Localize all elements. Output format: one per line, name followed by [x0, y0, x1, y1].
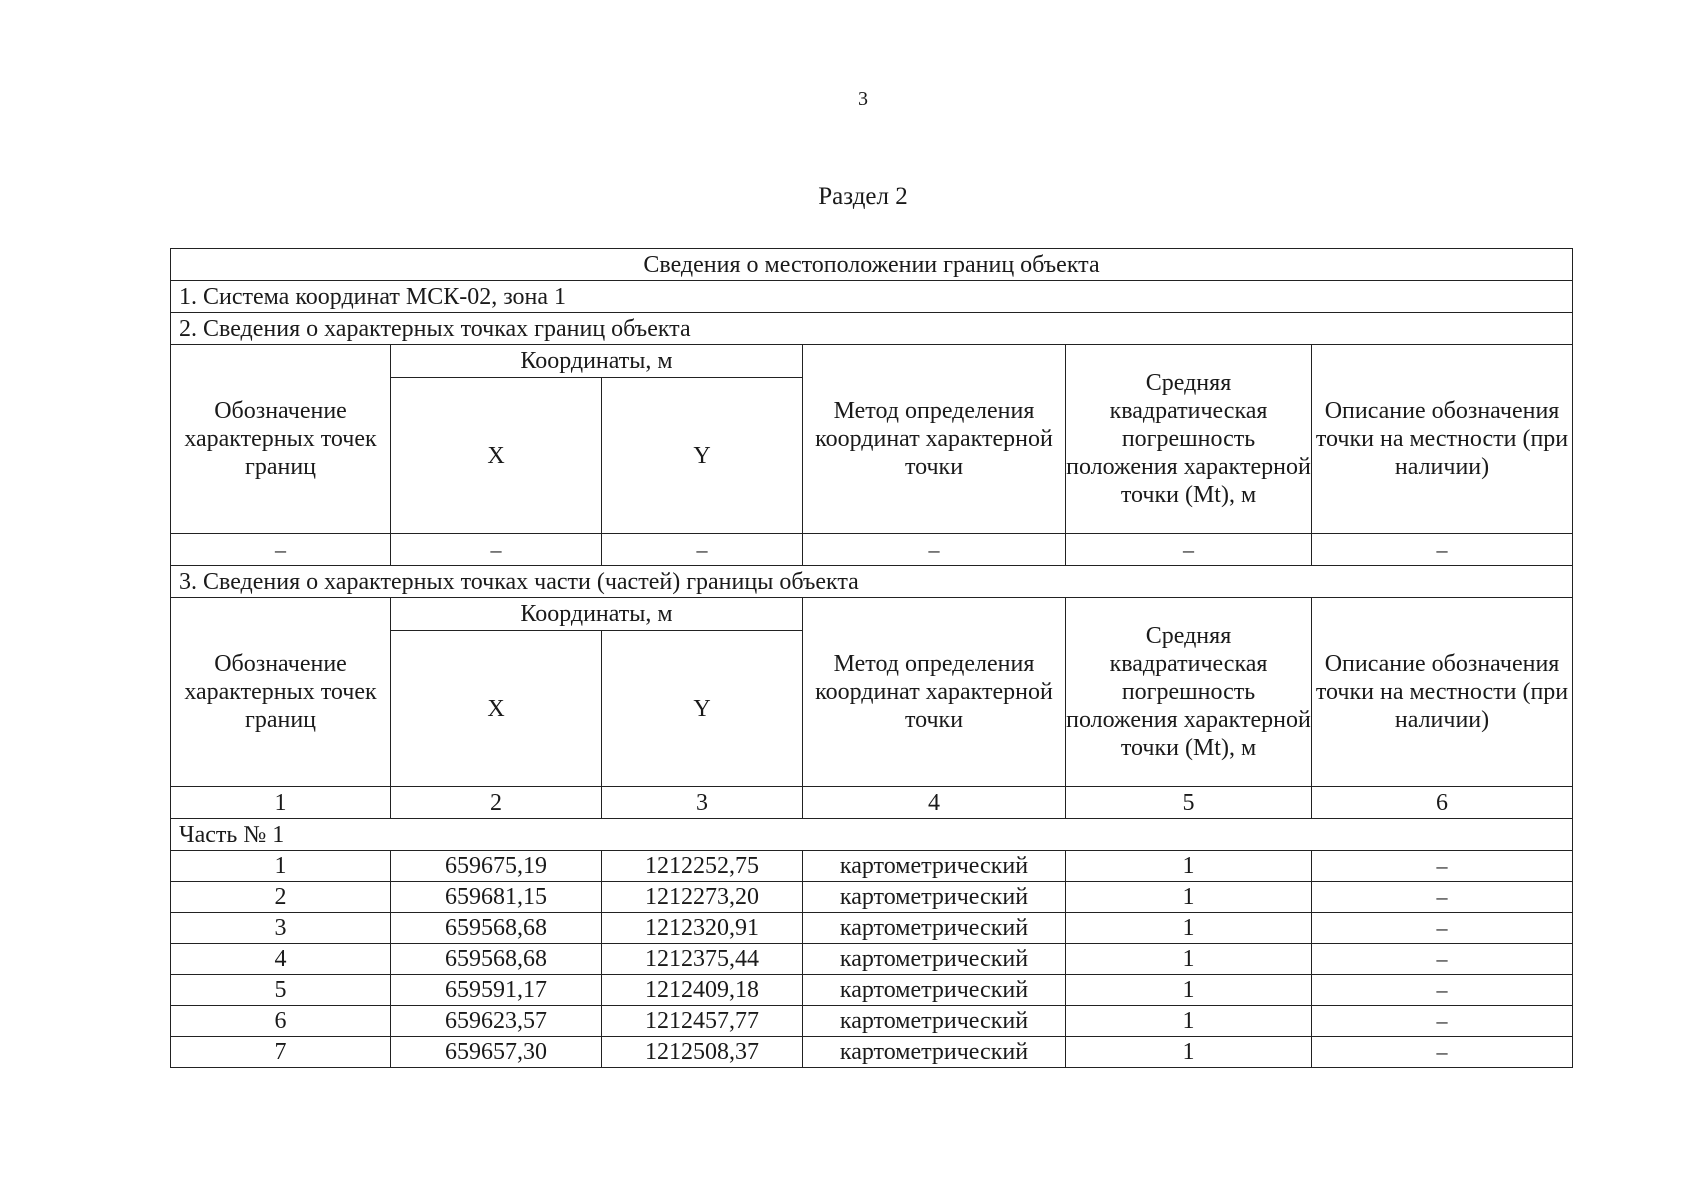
accuracy: 1 [1066, 944, 1312, 975]
header-designation: Обозначение характерных точек границ [171, 598, 391, 787]
coord-x: 659675,19 [391, 851, 602, 882]
empty-cell: – [1312, 534, 1573, 566]
table-row [171, 851, 1573, 882]
column-number: 6 [1312, 787, 1573, 819]
header-accuracy: Средняя квадратическая погрешность положения характерной точки (Mt), м [1066, 598, 1312, 787]
header-coordinates: Координаты, м [391, 345, 803, 378]
boundary-table [170, 248, 1573, 1068]
coord-x: 659568,68 [391, 913, 602, 944]
header-accuracy: Средняя квадратическая погрешность положения характерной точки (Mt), м [1066, 345, 1312, 534]
empty-cell: – [391, 534, 602, 566]
coord-x: 659681,15 [391, 882, 602, 913]
accuracy: 1 [1066, 882, 1312, 913]
accuracy: 1 [1066, 1006, 1312, 1037]
coord-x: 659568,68 [391, 944, 602, 975]
coord-y: 1212375,44 [602, 944, 803, 975]
empty-cell: – [602, 534, 803, 566]
point-number: 7 [171, 1037, 391, 1068]
table-row [171, 882, 1573, 913]
point-number: 3 [171, 913, 391, 944]
point-number: 5 [171, 975, 391, 1006]
data-rows [171, 851, 1573, 1068]
header-designation: Обозначение характерных точек границ [171, 345, 391, 534]
coord-y: 1212508,37 [602, 1037, 803, 1068]
point-number: 1 [171, 851, 391, 882]
section2-title: 2. Сведения о характерных точках границ объекта [171, 313, 1573, 345]
point-number: 6 [171, 1006, 391, 1037]
description: – [1312, 975, 1573, 1006]
description: – [1312, 851, 1573, 882]
column-number: 1 [171, 787, 391, 819]
point-number: 4 [171, 944, 391, 975]
section3-title: 3. Сведения о характерных точках части (частей) границы объекта [171, 566, 1573, 598]
section-title: Раздел 2 [818, 183, 908, 210]
accuracy: 1 [1066, 851, 1312, 882]
method: картометрический [803, 882, 1066, 913]
coord-x: 659591,17 [391, 975, 602, 1006]
coord-y: 1212457,77 [602, 1006, 803, 1037]
empty-cell: – [803, 534, 1066, 566]
coord-y: 1212409,18 [602, 975, 803, 1006]
column-number: 5 [1066, 787, 1312, 819]
coord-y: 1212320,91 [602, 913, 803, 944]
table-title: Сведения о местоположении границ объекта [171, 249, 1573, 281]
table-row [171, 944, 1573, 975]
method: картометрический [803, 913, 1066, 944]
empty-cell: – [171, 534, 391, 566]
header-x: X [391, 378, 602, 534]
header-y: Y [602, 378, 803, 534]
accuracy: 1 [1066, 913, 1312, 944]
header-method: Метод определения координат характерной точки [803, 598, 1066, 787]
header-description: Описание обозначения точки на местности (при наличии) [1312, 345, 1573, 534]
point-number: 2 [171, 882, 391, 913]
column-number: 2 [391, 787, 602, 819]
coord-x: 659623,57 [391, 1006, 602, 1037]
table-row [171, 913, 1573, 944]
accuracy: 1 [1066, 975, 1312, 1006]
accuracy: 1 [1066, 1037, 1312, 1068]
table-row [171, 1006, 1573, 1037]
description: – [1312, 1037, 1573, 1068]
empty-row [171, 534, 1573, 566]
header-method: Метод определения координат характерной точки [803, 345, 1066, 534]
empty-cell: – [1066, 534, 1312, 566]
table-row [171, 1037, 1573, 1068]
coord-y: 1212252,75 [602, 851, 803, 882]
page-number: 3 [858, 88, 868, 110]
method: картометрический [803, 851, 1066, 882]
method: картометрический [803, 975, 1066, 1006]
description: – [1312, 944, 1573, 975]
method: картометрический [803, 1037, 1066, 1068]
coord-y: 1212273,20 [602, 882, 803, 913]
method: картометрический [803, 1006, 1066, 1037]
header-description: Описание обозначения точки на местности (при наличии) [1312, 598, 1573, 787]
table-row [171, 975, 1573, 1006]
coord-system: 1. Система координат МСК-02, зона 1 [171, 281, 1573, 313]
coord-x: 659657,30 [391, 1037, 602, 1068]
column-number: 3 [602, 787, 803, 819]
column-number: 4 [803, 787, 1066, 819]
description: – [1312, 1006, 1573, 1037]
part-label: Часть № 1 [171, 819, 1573, 851]
header-y: Y [602, 631, 803, 787]
column-numbers-row [171, 787, 1573, 819]
header-coordinates: Координаты, м [391, 598, 803, 631]
description: – [1312, 913, 1573, 944]
method: картометрический [803, 944, 1066, 975]
header-x: X [391, 631, 602, 787]
description: – [1312, 882, 1573, 913]
